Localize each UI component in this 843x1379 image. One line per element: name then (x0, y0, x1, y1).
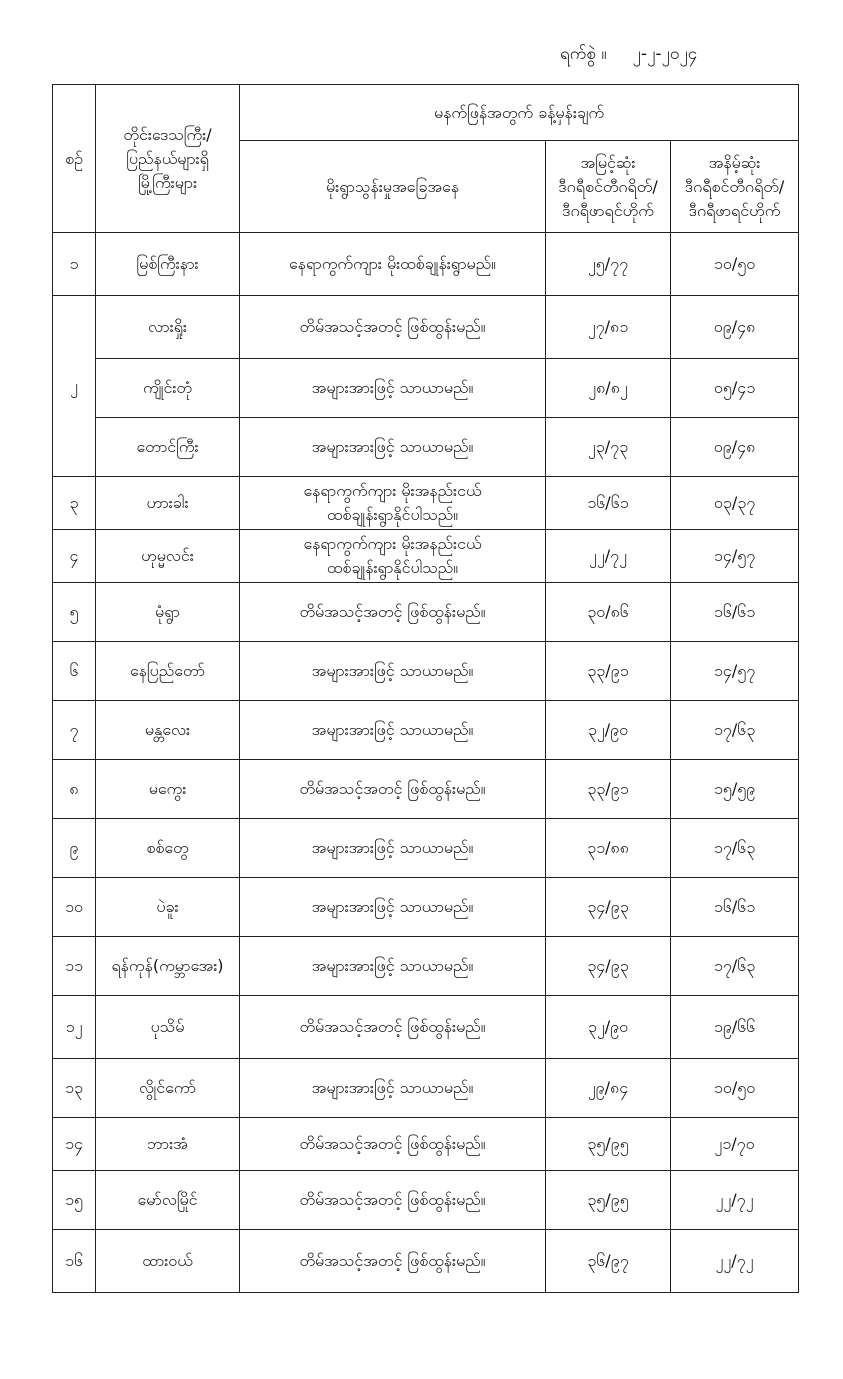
date-label: ရက်စွဲ ။ (560, 43, 607, 64)
table-row (53, 996, 799, 1059)
header-region-cities: တိုင်းဒေသကြီး/ ပြည်နယ်များရှိ မြို့ကြီးများ (96, 85, 240, 233)
min-temp: ၁၇/၆၃ (671, 819, 799, 878)
row-number: ၁၄ (53, 1118, 96, 1171)
max-temp: ၃၀/၈၆ (546, 583, 671, 642)
weather-condition: အများအားဖြင့် သာယာမည်။ (240, 418, 546, 477)
min-temp: ၂၁/၇၀ (671, 1118, 799, 1171)
table-row (53, 359, 799, 418)
min-temp: ၀၅/၄၁ (671, 359, 799, 418)
max-temp: ၃၁/၈၈ (546, 819, 671, 878)
city-name: တောင်ကြီး (96, 418, 240, 477)
max-temp: ၃၅/၉၅ (546, 1118, 671, 1171)
min-temp: ၁၇/၆၃ (671, 937, 799, 996)
header-number: စဉ် (53, 85, 96, 233)
date-line (560, 40, 800, 70)
max-temp: ၃၆/၉၇ (546, 1230, 671, 1293)
min-temp: ၁၆/၆၁ (671, 878, 799, 937)
table-row (53, 701, 799, 760)
max-temp: ၃၄/၉၃ (546, 937, 671, 996)
row-number: ၁ (53, 233, 96, 296)
row-number: ၃ (53, 477, 96, 530)
table-row (53, 530, 799, 583)
table-row (53, 937, 799, 996)
min-temp: ၀၃/၃၇ (671, 477, 799, 530)
table-row (53, 642, 799, 701)
weather-condition: တိမ်အသင့်အတင့် ဖြစ်ထွန်းမည်။ (240, 1230, 546, 1293)
min-temp: ၁၇/၆၃ (671, 701, 799, 760)
city-name: လွိုင်ကော် (96, 1059, 240, 1118)
table-row (53, 819, 799, 878)
header-weather: မိုးရွာသွန်းမှုအခြေအနေ (240, 141, 546, 233)
date-value: ၂-၂-၂၀၂၄ (632, 43, 698, 64)
max-temp: ၃၂/၉၀ (546, 701, 671, 760)
row-number: ၂ (53, 296, 96, 477)
weather-condition: အများအားဖြင့် သာယာမည်။ (240, 878, 546, 937)
min-temp: ၂၂/၇၂ (671, 1230, 799, 1293)
city-name: ရန်ကုန်(ကမ္ဘာအေး) (96, 937, 240, 996)
min-temp: ၁၀/၅၀ (671, 233, 799, 296)
row-number: ၆ (53, 642, 96, 701)
min-temp: ၁၄/၅၇ (671, 642, 799, 701)
row-number: ၅ (53, 583, 96, 642)
min-temp: ၁၄/၅၇ (671, 530, 799, 583)
weather-condition: တိမ်အသင့်အတင့် ဖြစ်ထွန်းမည်။ (240, 583, 546, 642)
max-temp: ၁၆/၆၁ (546, 477, 671, 530)
table-row (53, 1230, 799, 1293)
min-temp: ၂၂/၇၂ (671, 1171, 799, 1230)
weather-condition: အများအားဖြင့် သာယာမည်။ (240, 937, 546, 996)
weather-condition: အများအားဖြင့် သာယာမည်။ (240, 701, 546, 760)
city-name: မန္တလေး (96, 701, 240, 760)
max-temp: ၃၃/၉၁ (546, 642, 671, 701)
header-max-temp: အမြင့်ဆုံး ဒီဂရီစင်တီဂရိတ်/ ဒီဂရီဖာရင်ဟိုက် (546, 141, 671, 233)
max-temp: ၂၈/၈၂ (546, 359, 671, 418)
table-row (53, 418, 799, 477)
min-temp: ၁၆/၆၁ (671, 583, 799, 642)
city-name: မော်လမြိုင် (96, 1171, 240, 1230)
row-number: ၁၆ (53, 1230, 96, 1293)
city-name: ဟုမ္မလင်း (96, 530, 240, 583)
row-number: ၁၃ (53, 1059, 96, 1118)
row-number: ၁၁ (53, 937, 96, 996)
min-temp: ၀၉/၄၈ (671, 418, 799, 477)
city-name: ကျိုင်းတုံ (96, 359, 240, 418)
row-number: ၈ (53, 760, 96, 819)
min-temp: ၁၉/၆၆ (671, 996, 799, 1059)
table-row (53, 477, 799, 530)
city-name: ပဲခူး (96, 878, 240, 937)
weather-condition: အများအားဖြင့် သာယာမည်။ (240, 359, 546, 418)
row-number: ၇ (53, 701, 96, 760)
table-row (53, 1118, 799, 1171)
max-temp: ၂၂/၇၂ (546, 530, 671, 583)
city-name: ပုသိမ် (96, 996, 240, 1059)
row-number: ၄ (53, 530, 96, 583)
weather-condition: တိမ်အသင့်အတင့် ဖြစ်ထွန်းမည်။ (240, 296, 546, 359)
city-name: မုံရွာ (96, 583, 240, 642)
header-min-temp: အနိမ့်ဆုံး ဒီဂရီစင်တီဂရိတ်/ ဒီဂရီဖာရင်ဟိုက် (671, 141, 799, 233)
header-forecast-group: မနက်ဖြန်အတွက် ခန့်မှန်းချက် (240, 85, 799, 141)
min-temp: ၁၅/၅၉ (671, 760, 799, 819)
max-temp: ၂၉/၈၄ (546, 1059, 671, 1118)
city-name: ဘားအံ (96, 1118, 240, 1171)
city-name: ထားဝယ် (96, 1230, 240, 1293)
max-temp: ၃၂/၉၀ (546, 996, 671, 1059)
forecast-table (52, 84, 799, 1293)
weather-condition: အများအားဖြင့် သာယာမည်။ (240, 819, 546, 878)
table-row (53, 760, 799, 819)
weather-condition: နေရာကွက်ကျား မိုးအနည်းငယ် ထစ်ချုန်းရွာနိုင်ပါသည်။ (240, 530, 546, 583)
city-name: မြစ်ကြီးနား (96, 233, 240, 296)
weather-condition: တိမ်အသင့်အတင့် ဖြစ်ထွန်းမည်။ (240, 996, 546, 1059)
weather-condition: တိမ်အသင့်အတင့် ဖြစ်ထွန်းမည်။ (240, 760, 546, 819)
min-temp: ၁၀/၅၀ (671, 1059, 799, 1118)
row-number: ၁၂ (53, 996, 96, 1059)
weather-condition: နေရာကွက်ကျား မိုးအနည်းငယ် ထစ်ချုန်းရွာနိုင်ပါသည်။ (240, 477, 546, 530)
weather-condition: တိမ်အသင့်အတင့် ဖြစ်ထွန်းမည်။ (240, 1171, 546, 1230)
city-name: မကွေး (96, 760, 240, 819)
row-number: ၉ (53, 819, 96, 878)
city-name: နေပြည်တော် (96, 642, 240, 701)
table-row (53, 583, 799, 642)
row-number: ၁၀ (53, 878, 96, 937)
city-name: စစ်တွေ (96, 819, 240, 878)
max-temp: ၃၄/၉၃ (546, 878, 671, 937)
max-temp: ၂၇/၈၁ (546, 296, 671, 359)
city-name: လားရှိုး (96, 296, 240, 359)
table-row (53, 233, 799, 296)
weather-condition: အများအားဖြင့် သာယာမည်။ (240, 1059, 546, 1118)
max-temp: ၂၅/၇၇ (546, 233, 671, 296)
weather-condition: အများအားဖြင့် သာယာမည်။ (240, 642, 546, 701)
max-temp: ၃၅/၉၅ (546, 1171, 671, 1230)
row-number: ၁၅ (53, 1171, 96, 1230)
max-temp: ၃၃/၉၁ (546, 760, 671, 819)
table-row (53, 878, 799, 937)
max-temp: ၂၃/၇၃ (546, 418, 671, 477)
min-temp: ၀၉/၄၈ (671, 296, 799, 359)
table-row (53, 1059, 799, 1118)
table-row (53, 296, 799, 359)
weather-condition: နေရာကွက်ကျား မိုးထစ်ချုန်းရွာမည်။ (240, 233, 546, 296)
city-name: ဟားခါး (96, 477, 240, 530)
weather-condition: တိမ်အသင့်အတင့် ဖြစ်ထွန်းမည်။ (240, 1118, 546, 1171)
table-row (53, 1171, 799, 1230)
